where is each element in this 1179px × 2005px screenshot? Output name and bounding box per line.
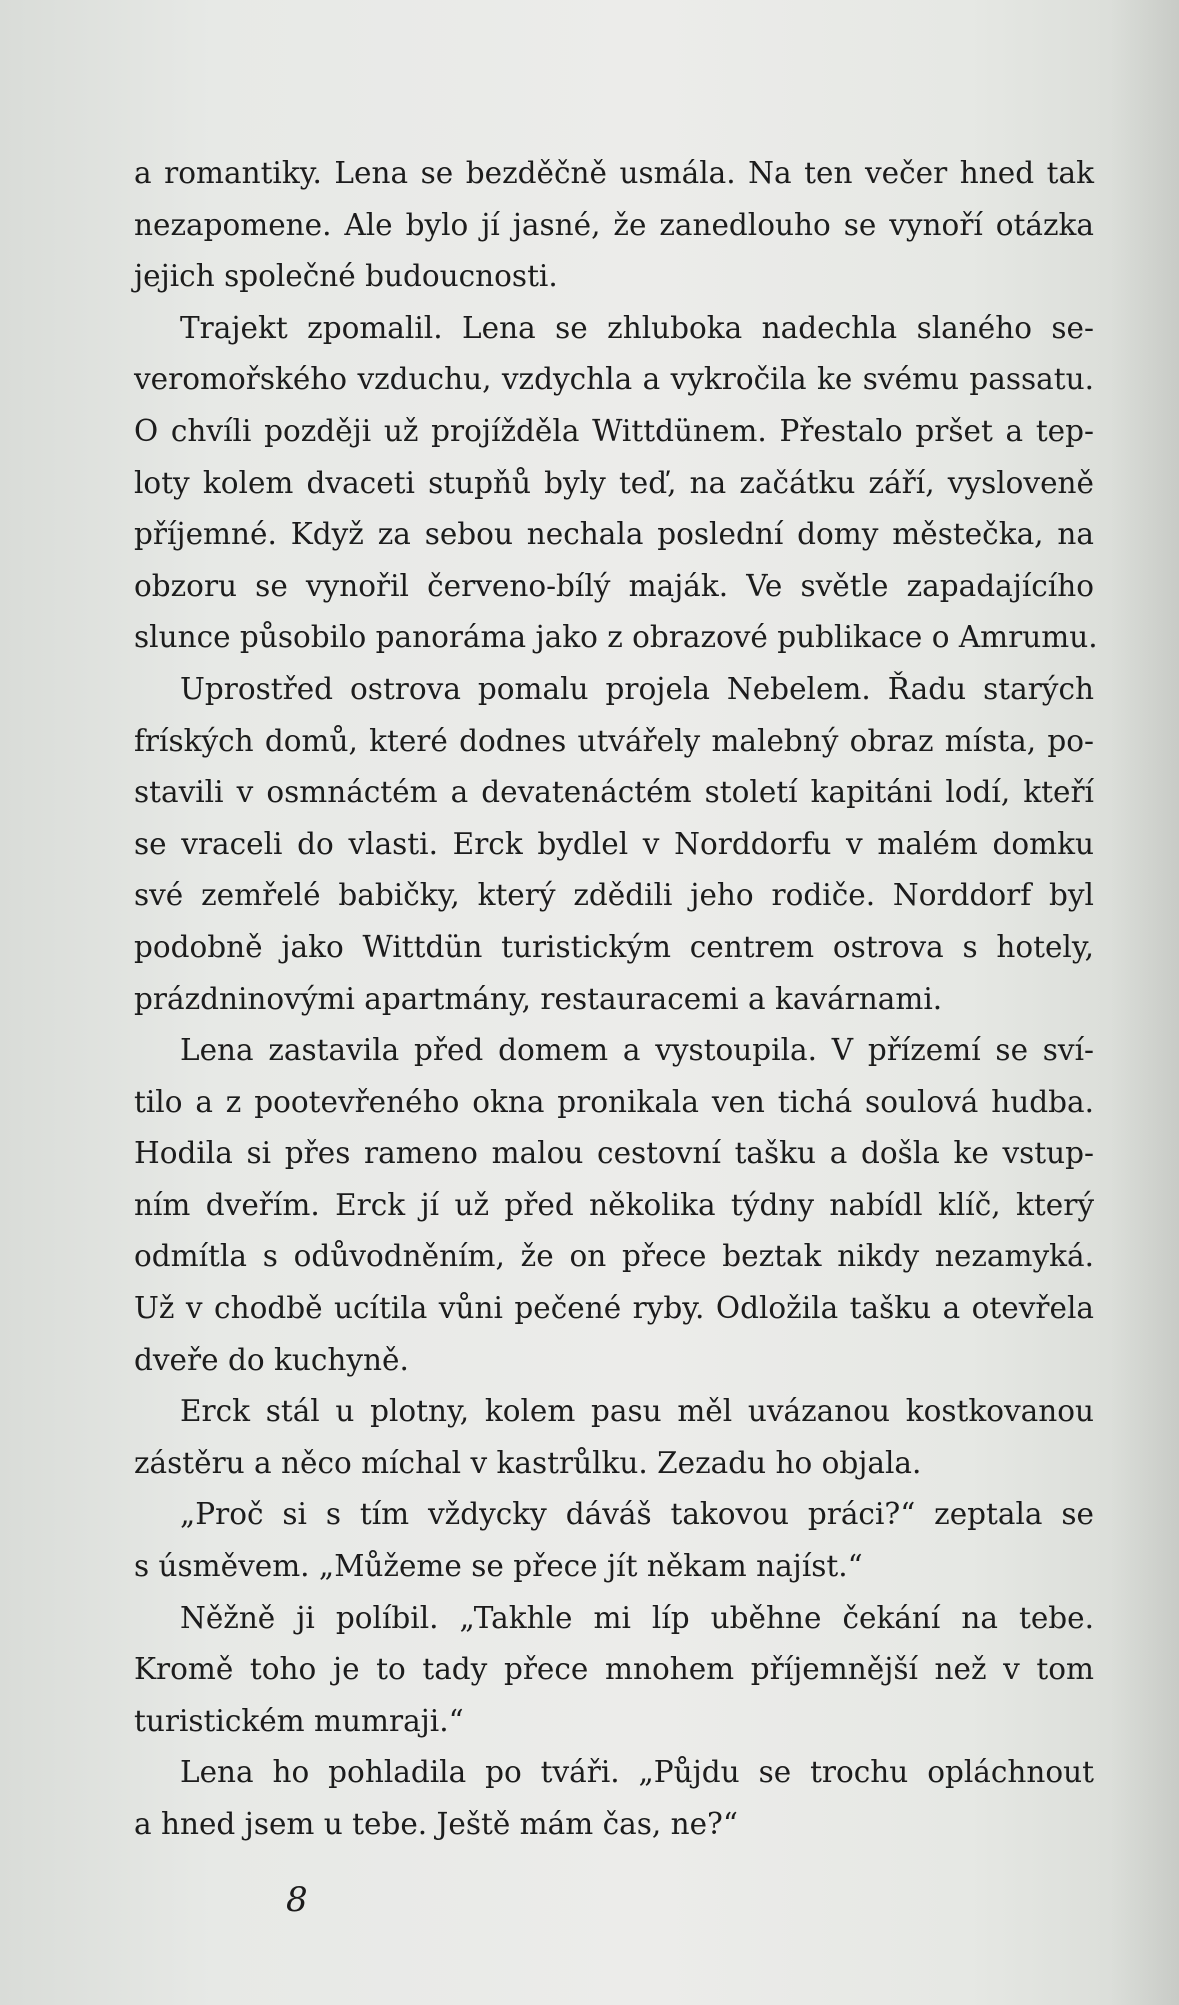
text-line: loty kolem dvaceti stupňů byly teď, na začátku září, vysloveně <box>134 465 1094 500</box>
text-line: dveře do kuchyně. <box>134 1342 409 1377</box>
body-text <box>134 148 1098 1851</box>
text-line: stavili v osmnáctém a devatenáctém století kapitáni lodí, kteří <box>134 775 1094 810</box>
text-line: veromořského vzduchu, vzdychla a vykročila ke svému passatu. <box>134 362 1094 397</box>
text-line: fríských domů, které dodnes utvářely malebný obraz místa, po- <box>134 723 1094 758</box>
text-line: se vraceli do vlasti. Erck bydlel v Norddorfu v malém domku <box>134 826 1094 861</box>
text-line: Už v chodbě ucítila vůni pečené ryby. Odložila tašku a otevřela <box>134 1291 1094 1326</box>
text-line: slunce působilo panoráma jako z obrazové publikace o Amrumu. <box>134 620 1098 655</box>
text-line: příjemné. Když za sebou nechala poslední domy městečka, na <box>134 517 1094 552</box>
text-line: Erck stál u plotny, kolem pasu měl uvázanou kostkovanou <box>180 1394 1094 1429</box>
text-line: obzoru se vynořil červeno-bílý maják. Ve světle zapadajícího <box>134 568 1094 603</box>
text-line: turistickém mumraji.“ <box>134 1703 464 1738</box>
page-number: 8 <box>286 1880 308 1920</box>
text-line: a hned jsem u tebe. Ještě mám čas, ne?“ <box>134 1807 738 1841</box>
text-line: Uprostřed ostrova pomalu projela Nebelem. Řadu starých <box>180 671 1094 706</box>
page-edge-shadow <box>1109 0 1179 2005</box>
text-line: tilo a z pootevřeného okna pronikala ven tichá soulová hudba. <box>134 1084 1094 1119</box>
text-line: Něžně ji políbil. „Takhle mi líp uběhne čekání na tebe. <box>180 1600 1094 1635</box>
text-line: ním dveřím. Erck jí už před několika týdny nabídl klíč, který <box>134 1187 1094 1222</box>
text-line: podobně jako Wittdün turistickým centrem ostrova s hotely, <box>134 929 1094 964</box>
text-line: jejich společné budoucnosti. <box>134 259 558 294</box>
text-line: O chvíli později už projížděla Wittdünem. Přestalo pršet a tep- <box>134 413 1094 448</box>
text-line: prázdninovými apartmány, restauracemi a kavárnami. <box>134 981 943 1016</box>
text-line: Lena ho pohladila po tváři. „Půjdu se trochu opláchnout <box>180 1755 1094 1790</box>
text-line: Kromě toho je to tady přece mnohem příjemnější než v tom <box>134 1652 1094 1687</box>
text-line: „Proč si s tím vždycky dáváš takovou práci?“ zeptala se <box>180 1497 1094 1532</box>
text-line: zástěru a něco míchal v kastrůlku. Zezadu ho objala. <box>134 1445 922 1480</box>
text-line: Hodila si přes rameno malou cestovní tašku a došla ke vstup- <box>134 1136 1094 1171</box>
text-line: Trajekt zpomalil. Lena se zhluboka nadechla slaného se- <box>180 310 1094 345</box>
text-line: nezapomene. Ale bylo jí jasné, že zanedlouho se vynoří otázka <box>134 207 1094 242</box>
text-line: své zemřelé babičky, který zdědili jeho rodiče. Norddorf byl <box>134 878 1094 913</box>
text-line: s úsměvem. „Můžeme se přece jít někam najíst.“ <box>134 1549 863 1584</box>
text-line: odmítla s odůvodněním, že on přece beztak nikdy nezamyká. <box>134 1239 1094 1274</box>
text-line: Lena zastavila před domem a vystoupila. V přízemí se sví- <box>180 1033 1094 1068</box>
text-line: a romantiky. Lena se bezděčně usmála. Na ten večer hned tak <box>134 156 1094 190</box>
